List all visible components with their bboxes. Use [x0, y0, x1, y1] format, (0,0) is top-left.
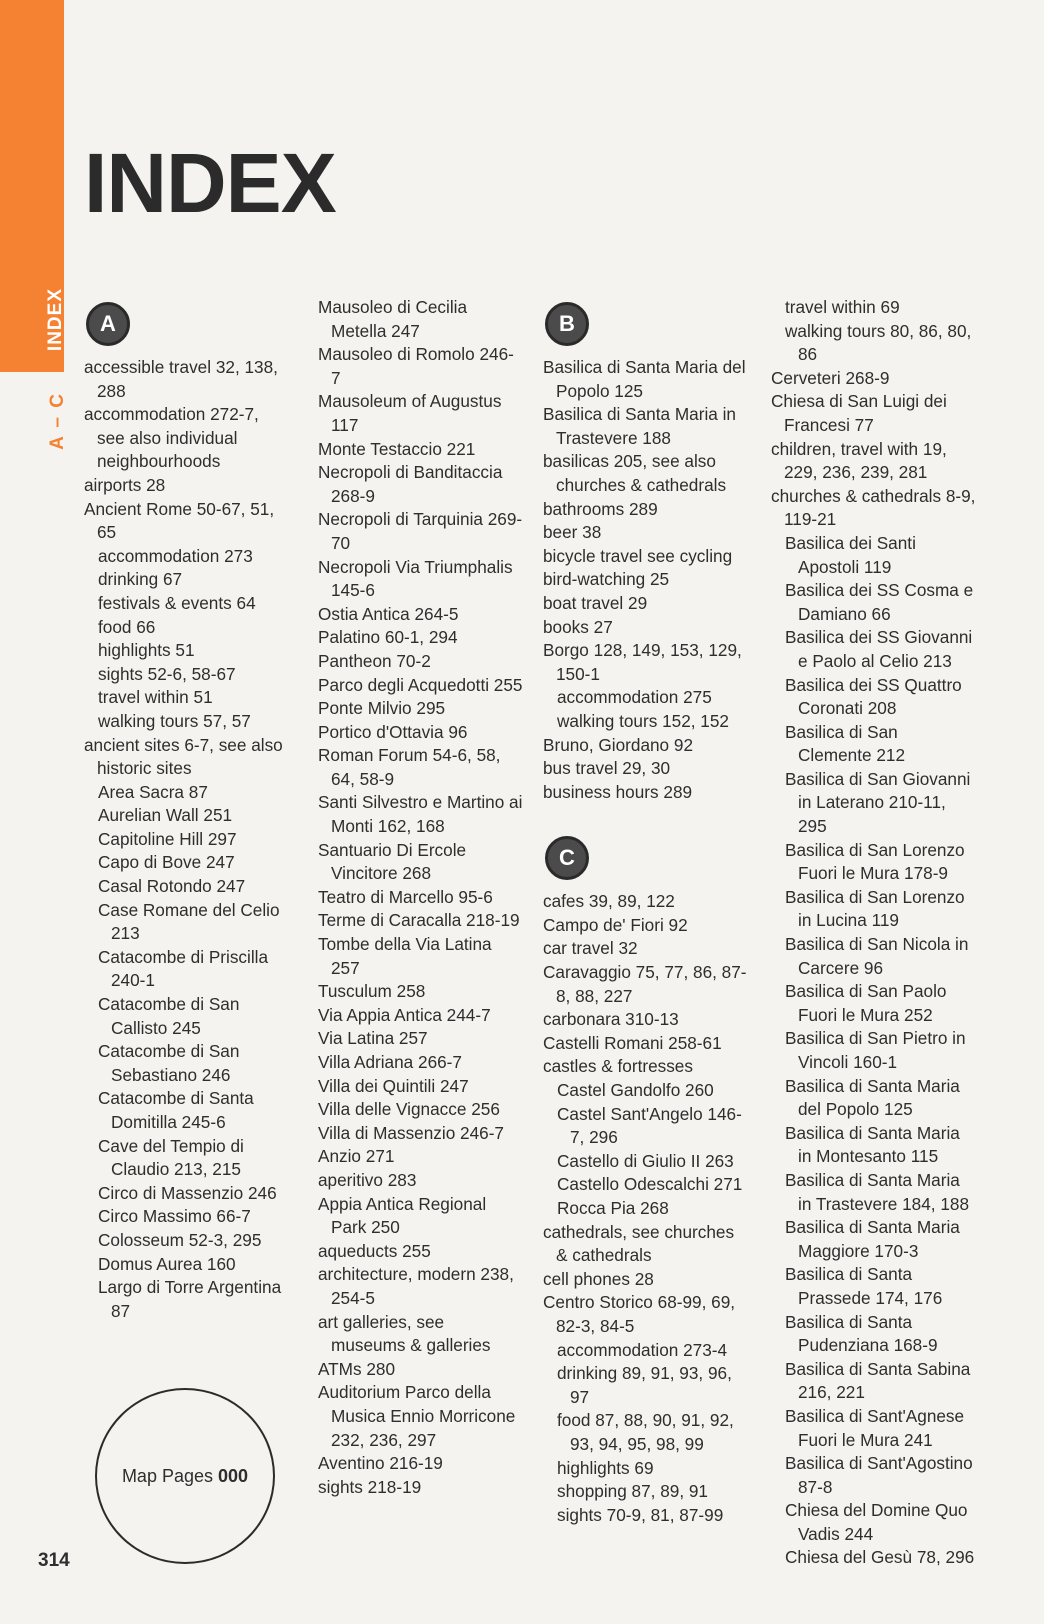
index-entry: Via Latina 257	[318, 1028, 428, 1049]
index-subentry: shopping 87, 89, 91	[557, 1481, 708, 1502]
index-subentry: Basilica di Sant'Agostino 87-8	[785, 1453, 973, 1497]
index-subentry: Basilica di San Giovanni in Laterano 210-11, 295	[785, 768, 971, 837]
index-entry: art galleries, see museums & galleries	[318, 1311, 491, 1356]
index-entry: Monte Testaccio 221	[318, 438, 476, 459]
index-column-2	[318, 296, 523, 1499]
index-subentry: Basilica dei SS Cosma e Damiano 66	[785, 580, 974, 624]
index-entry: bicycle travel see cycling	[543, 545, 733, 566]
index-entry: accommodation 272-7, see also individual neighbourhoods	[84, 404, 259, 472]
index-entry: basilicas 205, see also churches & cathedrals	[543, 451, 727, 495]
index-subentry: accommodation 273-4	[557, 1339, 728, 1360]
index-subentry: Domus Aurea 160	[98, 1253, 236, 1274]
index-entry: cathedrals, see churches & cathedrals	[543, 1221, 735, 1266]
index-subentry: highlights 51	[98, 640, 195, 661]
index-entry: aperitivo 283	[318, 1169, 417, 1190]
index-subentry: Basilica di Santa Maria del Popolo 125	[785, 1075, 960, 1120]
index-entry: Appia Antica Regional Park 250	[318, 1193, 487, 1238]
index-entry: Tombe della Via Latina 257	[318, 934, 492, 978]
index-subentry: travel within 69	[785, 297, 900, 317]
index-entry: Cerveteri 268-9	[771, 367, 890, 388]
section-spacer	[543, 804, 748, 830]
index-subentry: Basilica di Sant'Agnese Fuori le Mura 241	[785, 1405, 965, 1450]
index-subentry: Basilica di Santa Prassede 174, 176	[785, 1264, 943, 1308]
index-entry: children, travel with 19, 229, 236, 239, 281	[771, 438, 947, 483]
index-entry: Bruno, Giordano 92	[543, 734, 694, 755]
index-entry: Necropoli di Tarquinia 269-70	[318, 509, 523, 553]
index-entry: Roman Forum 54-6, 58, 64, 58-9	[318, 745, 501, 789]
index-entry: Mausoleo di Cecilia Metella 247	[318, 297, 468, 341]
index-entry: accessible travel 32, 138, 288	[84, 357, 278, 401]
index-subentry: food 66	[98, 616, 156, 637]
index-subentry: walking tours 80, 86, 80, 86	[785, 320, 972, 365]
index-entry: Anzio 271	[318, 1146, 395, 1167]
index-subentry: Basilica dei SS Quattro Coronati 208	[785, 674, 962, 719]
section-tab	[0, 0, 64, 372]
index-subentry: Colosseum 52-3, 295	[98, 1229, 262, 1250]
section-letter-badge: C	[545, 836, 589, 880]
index-entry: Campo de' Fiori 92	[543, 914, 688, 935]
index-subentry: Basilica di Santa Maria in Montesanto 115	[785, 1122, 960, 1167]
index-entry: Palatino 60-1, 294	[318, 627, 458, 648]
index-subentry: Rocca Pia 268	[557, 1198, 669, 1218]
index-subentry: Cave del Tempio di Claudio 213, 215	[98, 1135, 244, 1180]
index-entry: Tusculum 258	[318, 981, 426, 1002]
index-entry: bathrooms 289	[543, 498, 658, 519]
index-subentry: Capo di Bove 247	[98, 852, 235, 873]
index-entry: Basilica di Santa Maria del Popolo 125	[543, 357, 746, 401]
index-column-3	[543, 296, 748, 1527]
index-entry: Ostia Antica 264-5	[318, 603, 459, 624]
index-subentry: Basilica di Santa Pudenziana 168-9	[785, 1311, 938, 1356]
index-entry: ATMs 280	[318, 1358, 396, 1379]
index-subentry: sights 52-6, 58-67	[98, 663, 236, 684]
index-entry: Basilica di Santa Maria in Trastevere 188	[543, 404, 736, 448]
index-entry: Centro Storico 68-99, 69, 82-3, 84-5	[543, 1292, 736, 1336]
index-subentry: accommodation 275	[557, 687, 712, 708]
index-subentry: Aurelian Wall 251	[98, 805, 233, 826]
index-subentry: Castello di Giulio II 263	[557, 1150, 734, 1171]
index-subentry: Basilica di San Paolo Fuori le Mura 252	[785, 981, 947, 1025]
index-entry: beer 38	[543, 522, 602, 543]
index-entry: airports 28	[84, 474, 166, 495]
page-number: 314	[38, 1550, 70, 1571]
index-entry: Mausoleum of Augustus 117	[318, 391, 502, 435]
index-entry: Necropoli di Banditaccia 268-9	[318, 462, 503, 506]
index-entry: Aventino 216-19	[318, 1453, 443, 1474]
index-subentry: Catacombe di San Sebastiano 246	[98, 1041, 240, 1085]
index-entry: boat travel 29	[543, 592, 648, 613]
index-subentry: food 87, 88, 90, 91, 92, 93, 94, 95, 98, 99	[557, 1410, 734, 1454]
index-entry: Chiesa di San Luigi dei Francesi 77	[771, 391, 947, 435]
index-entry: bird-watching 25	[543, 569, 670, 590]
map-pages-label: Map Pages	[121, 1465, 213, 1486]
index-subentry: Largo di Torre Argentina 87	[98, 1277, 282, 1321]
index-entry: cell phones 28	[543, 1268, 654, 1289]
index-subentry: Catacombe di Priscilla 240-1	[98, 946, 269, 991]
index-subentry: Chiesa del Gesù 78, 296	[785, 1547, 975, 1568]
index-entry: Portico d'Ottavia 96	[318, 721, 468, 742]
index-entry: Teatro di Marcello 95-6	[318, 886, 493, 907]
section-letter-badge: B	[545, 302, 589, 346]
index-subentry: Area Sacra 87	[98, 781, 208, 802]
index-subentry: walking tours 57, 57	[98, 710, 251, 731]
index-entry: cafes 39, 89, 122	[543, 891, 675, 912]
index-subentry: festivals & events 64	[98, 592, 256, 613]
index-entry: car travel 32	[543, 938, 638, 959]
index-entry: carbonara 310-13	[543, 1009, 679, 1030]
index-subentry: Circo Massimo 66-7	[98, 1206, 251, 1227]
map-pages-badge	[95, 1388, 275, 1564]
index-entry: Parco degli Acquedotti 255	[318, 674, 523, 695]
index-column-4	[771, 296, 976, 1570]
index-entry: Caravaggio 75, 77, 86, 87-8, 88, 227	[543, 962, 747, 1006]
index-subentry: Capitoline Hill 297	[98, 828, 237, 849]
page-title: INDEX	[84, 136, 336, 230]
index-subentry: drinking 67	[98, 569, 183, 590]
index-entry: Villa dei Quintili 247	[318, 1075, 469, 1096]
index-subentry: Basilica dei SS Giovanni e Paolo al Celio 213	[785, 627, 973, 671]
index-entry: Ancient Rome 50-67, 51, 65	[84, 498, 275, 543]
index-entry: bus travel 29, 30	[543, 758, 671, 779]
index-entry: Santi Silvestro e Martino ai Monti 162, 168	[318, 792, 523, 837]
index-entry: books 27	[543, 616, 613, 637]
section-tab-label: INDEX	[45, 288, 66, 352]
index-subentry: Castello Odescalchi 271	[557, 1174, 743, 1195]
index-column-1	[84, 296, 289, 1323]
index-subentry: travel within 51	[98, 687, 213, 708]
index-entry: ancient sites 6-7, see also historic sites	[84, 734, 283, 779]
index-entry: Pantheon 70-2	[318, 650, 431, 671]
index-subentry: Catacombe di San Callisto 245	[98, 994, 240, 1038]
index-subentry: Basilica dei Santi Apostoli 119	[785, 532, 916, 577]
index-entry: Necropoli Via Triumphalis 145-6	[318, 556, 513, 601]
index-entry: churches & cathedrals 8-9, 119-21	[771, 485, 976, 530]
index-entry: business hours 289	[543, 781, 693, 802]
index-subentry: Castel Gandolfo 260	[557, 1080, 714, 1101]
index-entry: Santuario Di Ercole Vincitore 268	[318, 839, 467, 884]
index-subentry: walking tours 152, 152	[557, 710, 729, 731]
index-entry: Via Appia Antica 244-7	[318, 1004, 491, 1025]
index-subentry: Basilica di Santa Maria in Trastevere 184, 188	[785, 1169, 970, 1214]
index-entry: sights 218-19	[318, 1476, 422, 1497]
index-subentry: Basilica di Santa Maria Maggiore 170-3	[785, 1217, 960, 1261]
index-entry: architecture, modern 238, 254-5	[318, 1264, 514, 1308]
index-subentry: Basilica di San Lorenzo in Lucina 119	[785, 886, 965, 931]
index-entry: Ponte Milvio 295	[318, 698, 446, 719]
index-entry: Terme di Caracalla 218-19	[318, 910, 520, 931]
index-subentry: Casal Rotondo 247	[98, 876, 246, 897]
index-subentry: Catacombe di Santa Domitilla 245-6	[98, 1088, 254, 1132]
letter-range-label: A – C	[47, 392, 68, 450]
index-entry: Villa di Massenzio 246-7	[318, 1122, 504, 1143]
index-entry: Castelli Romani 258-61	[543, 1032, 722, 1053]
index-subentry: Basilica di San Clemente 212	[785, 721, 906, 766]
index-subentry: drinking 89, 91, 93, 96, 97	[557, 1363, 732, 1407]
index-subentry: Basilica di Santa Sabina 216, 221	[785, 1358, 971, 1403]
index-subentry: Castel Sant'Angelo 146-7, 296	[557, 1103, 742, 1148]
map-pages-value: 000	[218, 1465, 249, 1486]
index-subentry: Case Romane del Celio 213	[98, 899, 280, 944]
index-entry: Villa Adriana 266-7	[318, 1052, 462, 1072]
index-entry: Borgo 128, 149, 153, 129, 150-1	[543, 640, 742, 684]
index-subentry: Basilica di San Pietro in Vincoli 160-1	[785, 1028, 966, 1072]
index-subentry: sights 70-9, 81, 87-99	[557, 1504, 724, 1525]
section-letter-badge: A	[86, 302, 130, 346]
index-entry: Mausoleo di Romolo 246-7	[318, 344, 514, 388]
index-subentry: Basilica di San Lorenzo Fuori le Mura 178-9	[785, 839, 965, 884]
index-subentry: Circo di Massenzio 246	[98, 1182, 277, 1203]
index-subentry: accommodation 273	[98, 545, 253, 566]
index-entry: castles & fortresses	[543, 1056, 693, 1077]
index-subentry: Basilica di San Nicola in Carcere 96	[785, 934, 969, 978]
index-entry: Villa delle Vignacce 256	[318, 1099, 500, 1120]
index-entry: Auditorium Parco della Musica Ennio Morricone 232, 236, 297	[318, 1382, 516, 1450]
index-subentry: highlights 69	[557, 1457, 654, 1478]
index-subentry: Chiesa del Domine Quo Vadis 244	[785, 1500, 968, 1544]
index-entry: aqueducts 255	[318, 1240, 431, 1261]
